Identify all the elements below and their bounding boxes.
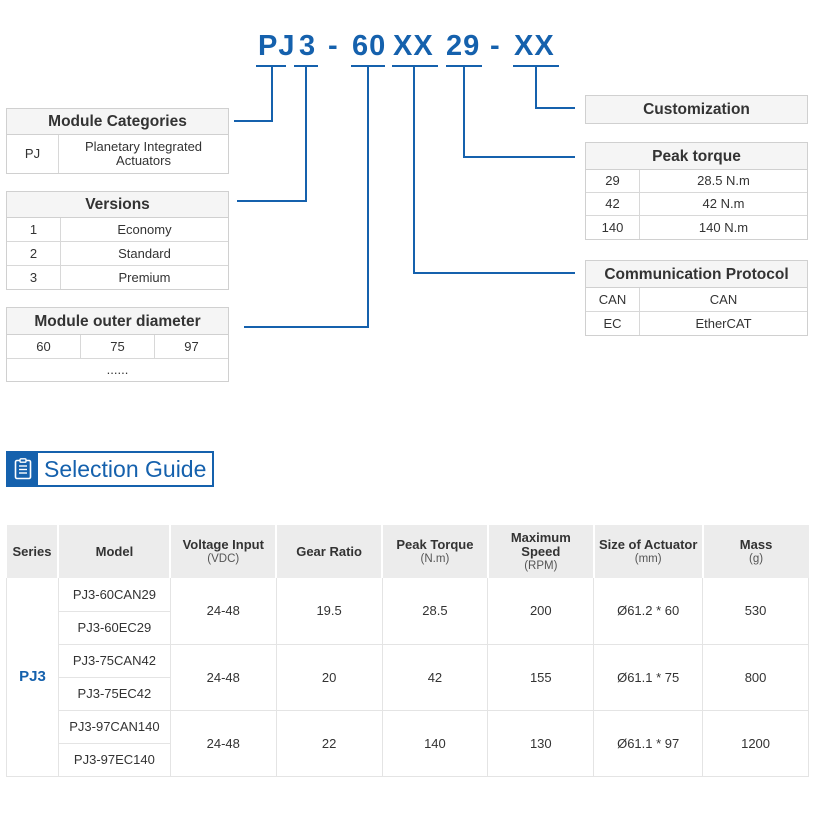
peak-torque-cell: 28.5 [382, 578, 488, 644]
peak-torque-box [585, 142, 808, 240]
product-code [0, 28, 813, 68]
size-cell: Ø61.1 * 75 [594, 644, 703, 710]
diameter-value: 75 [81, 335, 155, 358]
peak-torque-cell: 42 [382, 644, 488, 710]
torque-code: 29 [586, 170, 640, 192]
column-header-mass: Mass (g) [703, 525, 809, 578]
connector-line [463, 66, 465, 158]
version-code: 1 [7, 218, 61, 241]
code-separator: - [328, 30, 338, 62]
column-header-gear-ratio: Gear Ratio [276, 525, 382, 578]
versions-title: Versions [7, 192, 228, 218]
connector-line [367, 66, 369, 328]
voltage-cell: 24-48 [170, 710, 276, 776]
column-header-series: Series [7, 525, 59, 578]
list-item [7, 242, 228, 266]
model-cell: PJ3-75EC42 [58, 677, 170, 710]
version-code: 2 [7, 242, 61, 265]
diameter-more: ...... [106, 362, 129, 377]
version-name: Premium [118, 269, 171, 285]
customization-box [585, 95, 808, 124]
connector-line [234, 120, 273, 122]
document-icon [8, 453, 38, 485]
list-item [7, 218, 228, 242]
table-row [7, 644, 809, 677]
gear-ratio-cell: 20 [276, 644, 382, 710]
table-row [7, 710, 809, 743]
gear-ratio-cell: 22 [276, 710, 382, 776]
code-underline [392, 65, 438, 67]
connector-line [535, 107, 575, 109]
size-cell: Ø61.1 * 97 [594, 710, 703, 776]
column-header-voltage: Voltage Input (VDC) [170, 525, 276, 578]
model-cell: PJ3-60EC29 [58, 611, 170, 644]
gear-ratio-cell: 19.5 [276, 578, 382, 644]
outer-diameter-title: Module outer diameter [7, 308, 228, 335]
model-cell: PJ3-75CAN42 [58, 644, 170, 677]
protocol-code: EC [586, 312, 640, 335]
torque-value: 140 N.m [698, 219, 749, 235]
code-part-series: PJ [258, 30, 296, 62]
connector-line [244, 326, 369, 328]
list-item [586, 312, 807, 335]
torque-value: 42 N.m [702, 196, 745, 211]
diameter-value: 60 [7, 335, 81, 358]
module-categories-title: Module Categories [7, 109, 228, 135]
list-item [586, 193, 807, 216]
column-header-peak-torque: Peak Torque (N.m) [382, 525, 488, 578]
connector-line [271, 66, 273, 122]
model-cell: PJ3-97EC140 [58, 743, 170, 776]
peak-torque-title: Peak torque [586, 143, 807, 170]
size-cell: Ø61.2 * 60 [594, 578, 703, 644]
list-item [7, 266, 228, 289]
selection-guide-heading [6, 451, 214, 487]
voltage-cell: 24-48 [170, 644, 276, 710]
code-part-torque: 29 [446, 30, 481, 62]
communication-box [585, 260, 808, 336]
diameter-value: 97 [184, 338, 199, 354]
max-speed-cell: 200 [488, 578, 594, 644]
code-part-protocol: XX [393, 30, 434, 62]
mass-cell: 1200 [703, 710, 809, 776]
model-cell: PJ3-97CAN140 [58, 710, 170, 743]
connector-line [535, 66, 537, 109]
peak-torque-cell: 140 [382, 710, 488, 776]
selection-guide-title: Selection Guide [44, 456, 207, 482]
table-header-row [7, 525, 809, 578]
list-item [586, 216, 807, 239]
module-categories-box [6, 108, 229, 174]
mass-cell: 800 [703, 644, 809, 710]
code-part-version: 3 [299, 30, 317, 62]
customization-title: Customization [586, 96, 807, 123]
outer-diameter-box [6, 307, 229, 382]
list-item [7, 135, 228, 173]
version-code: 3 [7, 266, 61, 289]
connector-line [413, 272, 575, 274]
protocol-name: CAN [709, 291, 738, 307]
selection-table [6, 525, 809, 777]
code-part-diameter: 60 [352, 30, 387, 62]
voltage-cell: 24-48 [170, 578, 276, 644]
code-separator: - [490, 30, 500, 62]
torque-code: 42 [586, 193, 640, 215]
max-speed-cell: 130 [488, 710, 594, 776]
torque-value: 28.5 N.m [697, 173, 750, 188]
torque-code: 140 [586, 216, 640, 239]
connector-line [463, 156, 575, 158]
version-name: Standard [118, 245, 171, 261]
code-part-custom: XX [514, 30, 555, 62]
list-item [7, 359, 228, 381]
category-code: PJ [7, 135, 59, 173]
mass-cell: 530 [703, 578, 809, 644]
connector-line [413, 66, 415, 274]
communication-title: Communication Protocol [586, 261, 807, 288]
column-header-max-speed: Maximum Speed (RPM) [488, 525, 594, 578]
list-item [586, 288, 807, 312]
column-header-size: Size of Actuator (mm) [594, 525, 703, 578]
connector-line [237, 200, 307, 202]
list-item [586, 170, 807, 193]
model-cell: PJ3-60CAN29 [58, 578, 170, 611]
series-cell: PJ3 [7, 578, 59, 776]
connector-line [305, 66, 307, 202]
list-item [7, 335, 228, 359]
versions-box [6, 191, 229, 290]
version-name: Economy [117, 221, 172, 237]
column-header-model: Model [58, 525, 170, 578]
max-speed-cell: 155 [488, 644, 594, 710]
table-row [7, 578, 809, 611]
category-name: Planetary Integrated Actuators [84, 139, 203, 168]
protocol-code: CAN [586, 288, 640, 311]
protocol-name: EtherCAT [695, 315, 752, 331]
